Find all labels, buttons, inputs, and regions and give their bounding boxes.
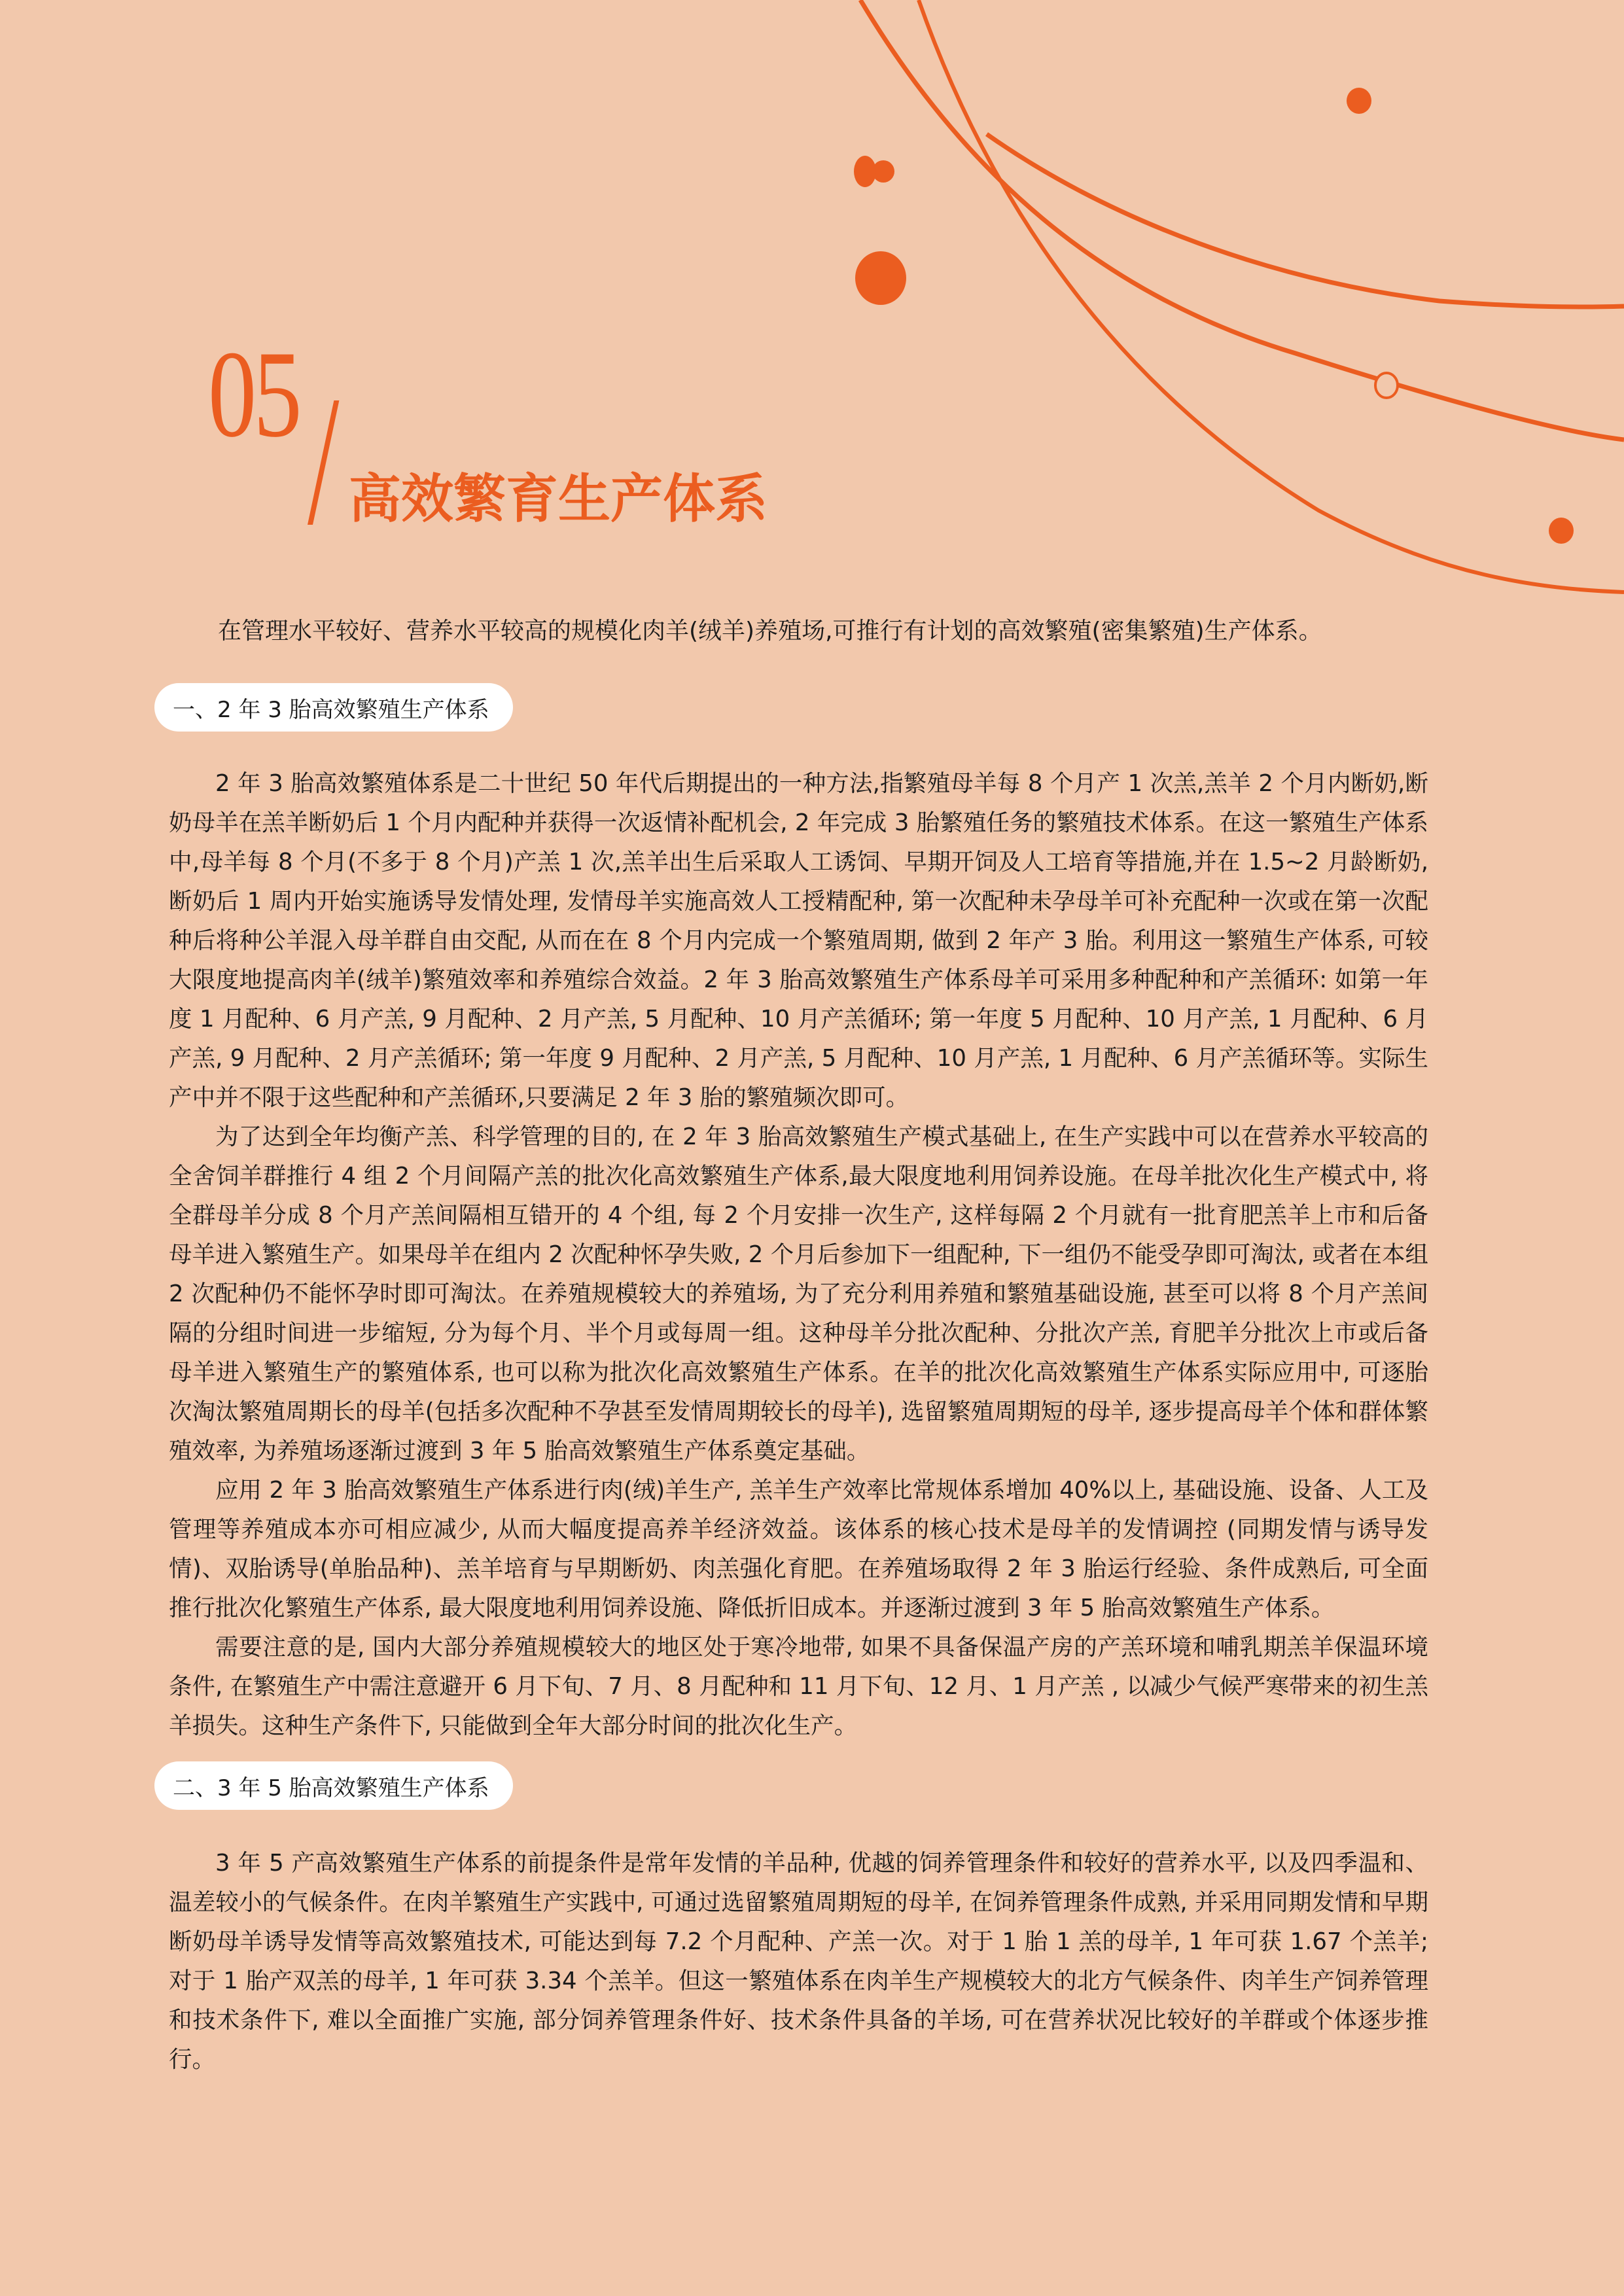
dot-small-top [1347, 88, 1371, 114]
section-body-1 [169, 764, 1428, 1746]
arc-outer [860, 0, 1624, 440]
dot-big [854, 156, 876, 187]
paragraph: 3 年 5 产高效繁殖生产体系的前提条件是常年发情的羊品种, 优越的饲养管理条件和较好的营养水平, 以及四季温和、温差较小的气候条件。在肉羊繁殖生产实践中, 可通过选留繁殖周期短的母羊, 在饲养管理条件成熟, 并采用同期发情和早期断奶母羊诱导发情等高效繁殖技术, 可能达到每 7.2 个月配种、产羔一次。对于 1 胎 1 羔的母羊, 1 年可获 1.67 个羔羊; 对于 1 胎产双羔的母羊, 1 年可获 3.34 个羔羊。但这一繁殖体系在肉羊生产规模较大的北方气候条件、肉羊生产饲养管理和技术条件下, 难以全面推广实施, 部分饲养管理条件好、技术条件具备的羊场, 可在营养状况比较好的羊群或个体逐步推行。 [169, 1850, 1428, 2073]
dot-small-right [1549, 518, 1574, 544]
section-heading-1: 一、2 年 3 胎高效繁殖生产体系 [154, 683, 513, 732]
arc-inner [918, 0, 1624, 423]
chapter-number: 05 [208, 326, 299, 463]
dot-mid [855, 251, 906, 305]
chapter-title: 高效繁育生产体系 [349, 468, 768, 529]
section-heading-2: 二、3 年 5 胎高效繁殖生产体系 [154, 1761, 513, 1810]
dot-large [872, 160, 894, 183]
ring-marker [1375, 373, 1398, 398]
paragraph: 2 年 3 胎高效繁殖体系是二十世纪 50 年代后期提出的一种方法,指繁殖母羊每 8 个月产 1 次羔,羔羊 2 个月内断奶,断奶母羊在羔羊断奶后 1 个月内配种并获得一次返情补配机会, 2 年完成 3 胎繁殖任务的繁殖技术体系。在这一繁殖生产体系中,母羊每 8 个月(不多于 8 个月)产羔 1 次,羔羊出生后采取人工诱饲、早期开饲及人工培育等措施,并在 1.5~2 月龄断奶, 断奶后 1 周内开始实施诱导发情处理, 发情母羊实施高效人工授精配种, 第一次配种未孕母羊可补充配种一次或在第一次配种后将种公羊混入母羊群自由交配, 从而在在 8 个月内完成一个繁殖周期, 做到 2 年产 3 胎。利用这一繁殖生产体系, 可较大限度地提高肉羊(绒羊)繁殖效率和养殖综合效益。2 年 3 胎高效繁殖生产体系母羊可采用多种配种和产羔循环: 如第一年度 1 月配种、6 月产羔, 9 月配种、2 月产羔, 5 月配种、10 月产羔循环; 第一年度 5 月配种、10 月产羔, 1 月配种、6 月产羔, 9 月配种、2 月产羔循环; 第一年度 9 月配种、2 月产羔, 5 月配种、10 月产羔, 1 月配种、6 月产羔循环等。实际生产中并不限于这些配种和产羔循环,只要满足 2 年 3 胎的繁殖频次即可。 [169, 770, 1428, 1111]
intro-paragraph: 在管理水平较好、营养水平较高的规模化肉羊(绒羊)养殖场,可推行有计划的高效繁殖(密集繁殖)生产体系。 [218, 618, 1322, 645]
paragraph: 应用 2 年 3 胎高效繁殖生产体系进行肉(绒)羊生产, 羔羊生产效率比常规体系增加 40%以上, 基础设施、设备、人工及管理等养殖成本亦可相应减少, 从而大幅度提高养羊经济效益。该体系的核心技术是母羊的发情调控 (同期发情与诱导发情)、双胎诱导(单胎品种)、羔羊培育与早期断奶、肉羔强化育肥。在养殖场取得 2 年 3 胎运行经验、条件成熟后, 可全面推行批次化繁殖生产体系, 最大限度地利用饲养设施、降低折旧成本。并逐渐过渡到 3 年 5 胎高效繁殖生产体系。 [169, 1477, 1428, 1621]
paragraph: 为了达到全年均衡产羔、科学管理的目的, 在 2 年 3 胎高效繁殖生产模式基础上, 在生产实践中可以在营养水平较高的全舍饲羊群推行 4 组 2 个月间隔产羔的批次化高效繁殖生产体系,最大限度地利用饲养设施。在母羊批次化生产模式中, 将全群母羊分成 8 个月产羔间隔相互错开的 4 个组, 每 2 个月安排一次生产, 这样每隔 2 个月就有一批育肥羔羊上市和后备母羊进入繁殖生产。如果母羊在组内 2 次配种怀孕失败, 2 个月后参加下一组配种, 下一组仍不能受孕即可淘汰, 或者在本组 2 次配种仍不能怀孕时即可淘汰。在养殖规模较大的养殖场, 为了充分利用养殖和繁殖基础设施, 甚至可以将 8 个月产羔间隔的分组时间进一步缩短, 分为每个月、半个月或每周一组。这种母羊分批次配种、分批次产羔, 育肥羊分批次上市或后备母羊进入繁殖生产的繁殖体系, 也可以称为批次化高效繁殖生产体系。在羊的批次化高效繁殖生产体系实际应用中, 可逐胎次淘汰繁殖周期长的母羊(包括多次配种不孕甚至发情周期较长的母羊), 选留繁殖周期短的母羊, 逐步提高母羊个体和群体繁殖效率, 为养殖场逐渐过渡到 3 年 5 胎高效繁殖生产体系奠定基础。 [169, 1123, 1428, 1464]
chapter-slash-divider [308, 400, 339, 525]
arc-upper [918, 0, 1178, 366]
section-body-2 [169, 1844, 1428, 2079]
paragraph: 需要注意的是, 国内大部分养殖规模较大的地区处于寒冷地带, 如果不具备保温产房的产羔环境和哺乳期羔羊保温环境条件, 在繁殖生产中需注意避开 6 月下旬、7 月、8 月配种和 11 月下旬、12 月、1 月产羔 , 以减少气候严寒带来的初生羔羊损失。这种生产条件下, 只能做到全年大部分时间的批次化生产。 [169, 1634, 1428, 1739]
